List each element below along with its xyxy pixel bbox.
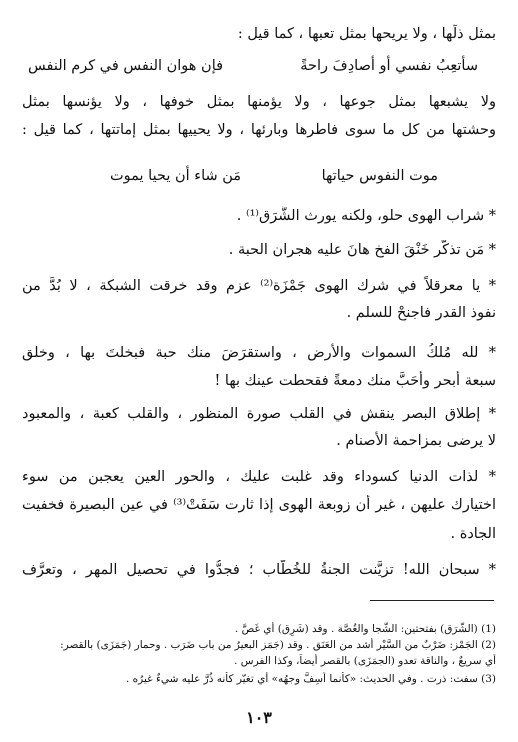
text-line-10: * إطلاق البصر ينقش في القلب صورة المنظور ، والقلب كعبة ، والمعبود xyxy=(22,406,496,422)
footnote-1: (1) (الشَّرَق) بفتحتين: الشَّجا والغُصَّة . وقد (شَرِق) أي غَصَّ . xyxy=(234,623,496,635)
text-line-8: * لله مُلكُ السموات والأرض ، واستقرَضَ منك حبة فبخلتَ بها ، وخلق xyxy=(22,345,496,361)
text-line-3: وحشتها من كل ما سوى فاطرها وبارئها ، ولا يحييها بمثل إماتتها ، كما قيل : xyxy=(22,122,496,138)
text-line-5: * مَن تذكَّر خَنْقَ الفخ هانَ عليه هجران الحبة . xyxy=(228,242,496,258)
text-line-6: * يا معرقلاً في شرك الهوى جَمْزَة⁽²⁾ عزم وقد خرقت الشبكة ، لا بُدَّ من xyxy=(22,278,496,294)
text-line-15: * سبحان الله! تزيَّنت الجنةُ للخُطَّاب ؛ فجدُّوا في تحصيل المهر ، وتعرَّف xyxy=(22,562,496,578)
verse-2-first-hemistich: موت النفوس حياتها xyxy=(321,168,438,184)
page-number: ١٠٣ xyxy=(246,708,272,727)
text-line-14: الجادة . xyxy=(450,526,496,542)
footnote-3: (3) سفت: ذرت . وفي الحديث: «كأنما أُسِفَّ وجهُه» أي تغيّر كأنه ذُرَّ عليه شيءٌ غيرُه . xyxy=(126,673,496,685)
verse-2-second-hemistich: مَن شاء أن يحيا يموت xyxy=(110,168,242,184)
footnote-2: (2) الجَمْز: ضَرْبٌ من السَّيْر أشد من العَنَق . وقد (جَمَز البعيرُ من باب ضَرَب . وحمار (جَمَزَى) بالقصر: xyxy=(60,639,496,651)
verse-1-second-hemistich: فإن هوان النفس في كرم النفس xyxy=(28,58,224,74)
text-line-2: ولا يشبعها بمثل جوعها ، ولا يؤمنها بمثل خوفها ، ولا يؤنسها بمثل xyxy=(22,94,496,110)
text-line-12: * لذات الدنيا كسوداء وقد غلبت عليك ، والحور العين يعجبن من سوء xyxy=(22,469,496,485)
text-line-7: نفوذ القدر فاجنحْ للسلم . xyxy=(346,305,496,321)
text-line-4: * شراب الهوى حلو، ولكنه يورث الشَّرَق⁽¹⁾ . xyxy=(236,208,496,224)
text-line-1: بمثل ذلِّها ، ولا يريحها بمثل تعبها ، كما قيل : xyxy=(237,26,496,42)
text-line-9: سبعة أبحر وأَحَبَّ منك دمعةً فقحطت عينك بها ! xyxy=(214,373,496,389)
footnote-separator xyxy=(370,600,494,601)
verse-1-first-hemistich: سأتعِبُ نفسي أو أصادِفَ راحةً xyxy=(300,58,478,74)
footnote-2-continued: أي سريعٌ ، والناقة تعدو (الجمَزَى) بالقصر أيضاً، وكذا الفرس . xyxy=(234,655,496,667)
text-line-11: لا يرضى بمزاحمة الأصنام . xyxy=(336,433,496,449)
text-line-13: اختيارك عليهن ، غير أن زوبعة الهوى إذا ثارت سَفَتْ⁽³⁾ في عين البصيرة فخفيت xyxy=(22,497,496,513)
